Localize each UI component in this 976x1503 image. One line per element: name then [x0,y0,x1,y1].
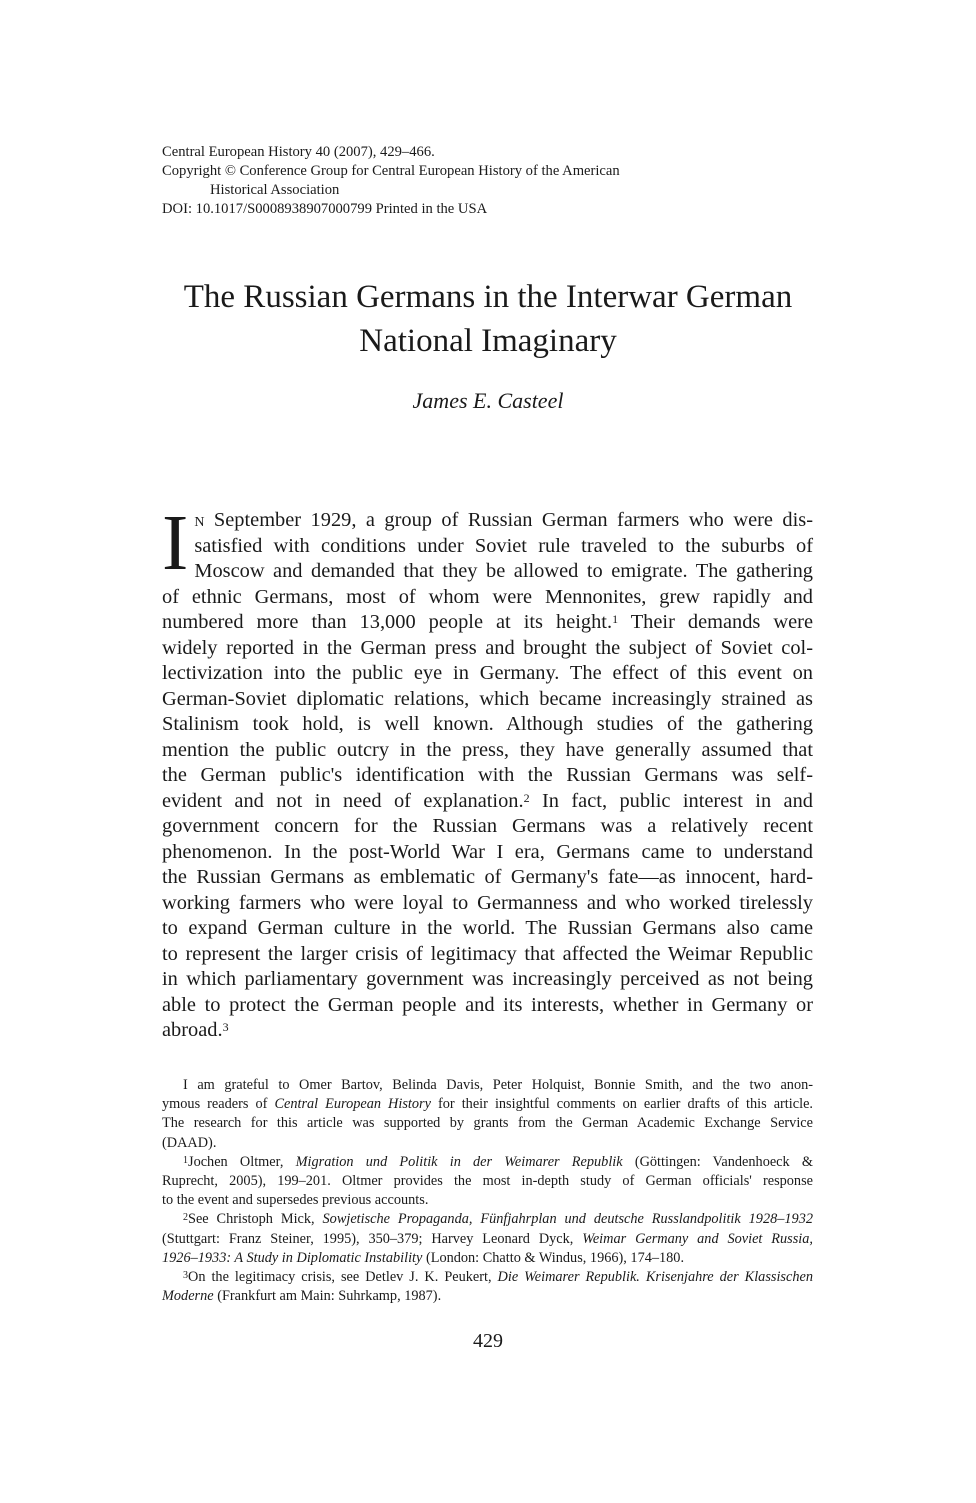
footnote-2: $^2$See Christoph Mick, Sowjetische Propaganda, Fünfjahrplan und deutsche Russlandpolitik 1928–1932 [183,1211,813,1228]
journal-header [162,143,782,219]
body-text [162,500,813,1044]
footnote-1-line: to the event and supersedes previous accounts. [162,1192,429,1209]
footnote-3: $^3$On the legitimacy crisis, see Detlev J. K. Peukert, Die Weimarer Republik. Krisenjahre der Klassischen [183,1268,813,1285]
body-line: Stalinism took hold, is well known. Although studies of the gathering [162,713,813,735]
footnote-1: $^1$Jochen Oltmer, Migration und Politik in der Weimarer Republik (Göttingen: Vandenhoeck & [183,1153,813,1170]
body-line: satisfied with conditions under Soviet rule traveled to the suburbs of [194,534,813,557]
body-line: lectivization into the public eye in Germany. The effect of this event on [162,662,813,684]
footnote-ref-2[interactable]: 2 [523,790,530,805]
footnote-3-line: Moderne (Frankfurt am Main: Suhrkamp, 1987). [162,1288,442,1305]
acknowledgment-line: (DAAD). [162,1134,217,1151]
body-line: in which parliamentary government was increasingly perceived as not being [162,968,813,990]
acknowledgment-line: The research for this article was supported by grants from the German Academic Exchange Service [162,1115,813,1132]
drop-cap: I [162,500,189,587]
body-line: of ethnic Germans, most of whom were Mennonites, grew rapidly and [162,585,813,608]
copyright-line: Copyright © Conference Group for Central European History of the American [162,163,620,179]
title-line-2: National Imaginary [359,323,617,359]
small-caps-text: n [194,509,205,531]
acknowledgment-line: I am grateful to Omer Bartov, Belinda Davis, Peter Holquist, Bonnie Smith, and the two anon- [183,1077,813,1093]
body-line: mention the public outcry in the press, they have generally assumed that [162,738,813,761]
footnote-1-line: Ruprecht, 2005), 199–201. Oltmer provides the most in-depth study of German officials' response [162,1172,813,1189]
page-number: 429 [473,1330,503,1352]
body-line: numbered more than 13,000 people at its height.$^1$ Their demands were [162,611,813,633]
title-line-1: The Russian Germans in the Interwar German [183,279,793,315]
body-line: the German public's identification with the Russian Germans was self- [162,764,813,786]
body-line: German-Soviet diplomatic relations, which became increasingly strained as [162,687,813,710]
body-line: to represent the larger crisis of legitimacy that affected the Weimar Republic [162,942,813,965]
footnotes [162,1076,813,1306]
body-line: able to protect the German people and its interests, whether in Germany or [162,993,813,1016]
footnote-ref-3[interactable]: 3 [222,1020,229,1034]
footnote-2-line: 1926–1933: A Study in Diplomatic Instability (London: Chatto & Windus, 1966), 174–180. [162,1249,685,1266]
body-line: government concern for the Russian Germans was a relatively recent [162,815,813,837]
body-line: Moscow and demanded that they be allowed to emigrate. The gathering [194,560,813,582]
author-name: James E. Casteel [412,388,564,413]
body-line: phenomenon. In the post-World War I era, Germans came to understand [162,840,813,863]
body-line: the Russian Germans as emblematic of Germany's fate—as innocent, hard- [162,866,813,888]
footnote-2-line: (Stuttgart: Franz Steiner, 1995), 350–379; Harvey Leonard Dyck, Weimar Germany and Soviet Russia, [162,1230,813,1247]
doi-line: DOI: 10.1017/S0008938907000799 Printed in the USA [162,201,488,217]
body-line: evident and not in need of explanation.$^2$ In fact, public interest in and [162,789,813,812]
body-line: abroad.$^3$ [162,1019,229,1041]
body-line: widely reported in the German press and brought the subject of Soviet col- [162,636,813,659]
body-line: n September 1929, a group of Russian German farmers who were dis- [194,509,813,531]
citation-line: Central European History 40 (2007), 429–466. [162,144,435,160]
body-line: to expand German culture in the world. The Russian Germans also came [162,917,813,939]
acknowledgment-line: ymous readers of Central European History for their insightful comments on earlier drafts of this article. [162,1096,813,1113]
footnote-ref-1[interactable]: 1 [612,612,619,626]
article-title [130,275,846,363]
body-line: working farmers who were loyal to Germanness and who worked tirelessly [162,891,813,914]
copyright-line-continued: Historical Association [210,182,340,198]
